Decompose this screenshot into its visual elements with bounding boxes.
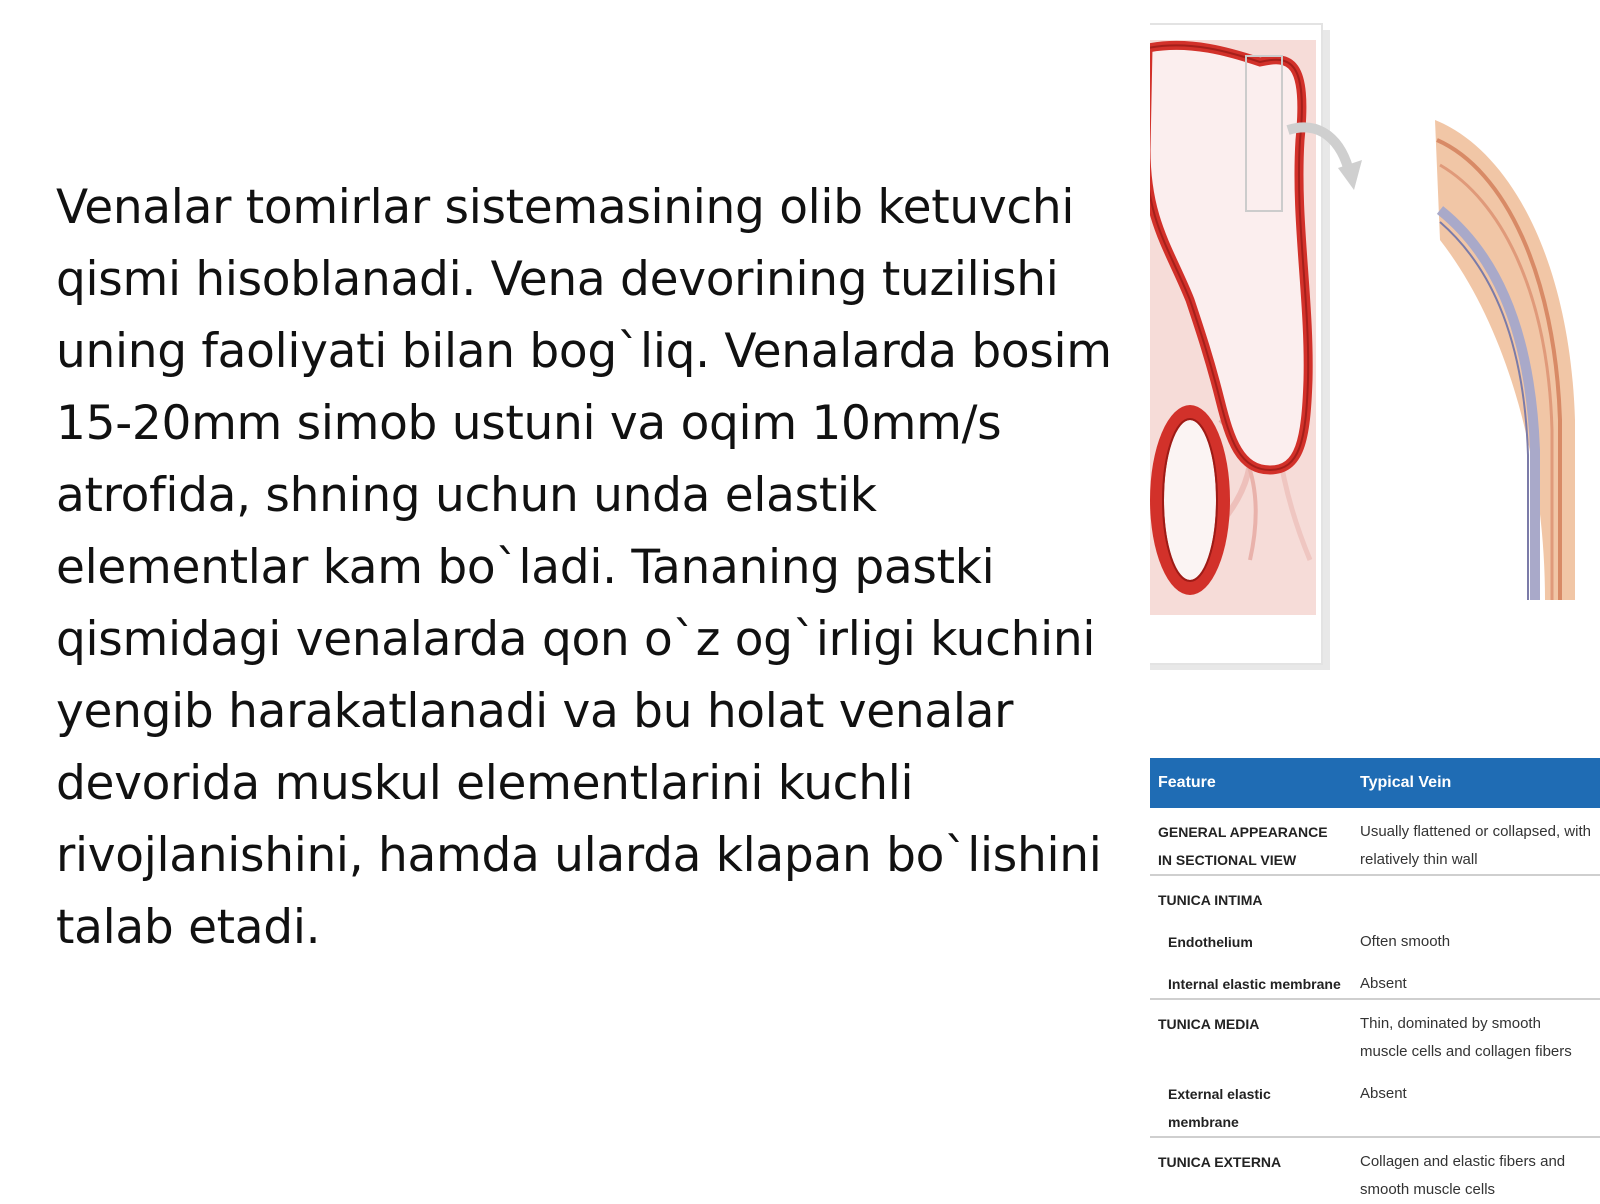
table-cell-value: Collagen and elastic fibers and smooth muscle cells bbox=[1352, 1137, 1600, 1204]
table-cell-value bbox=[1352, 875, 1600, 914]
table-row bbox=[1150, 999, 1600, 1066]
table-cell-value: Absent bbox=[1360, 1085, 1407, 1102]
table-cell-value: Absent bbox=[1360, 975, 1407, 992]
vein-micrograph-figure bbox=[1150, 0, 1600, 730]
table-cell-value: Often smooth bbox=[1360, 933, 1451, 950]
vein-wall-magnified-image bbox=[1435, 120, 1575, 600]
table-cell-feature: Endothelium bbox=[1168, 934, 1253, 950]
table-cell-feature: TUNICA MEDIA bbox=[1150, 999, 1352, 1066]
table-cell-feature: TUNICA INTIMA bbox=[1150, 875, 1352, 914]
table-row bbox=[1150, 1066, 1600, 1137]
table-header-typical-vein: Typical Vein bbox=[1352, 758, 1600, 808]
table-cell-feature: TUNICA EXTERNA bbox=[1150, 1137, 1352, 1204]
vein-features-table bbox=[1150, 758, 1600, 1204]
table-row bbox=[1150, 808, 1600, 875]
body-paragraph: Venalar tomirlar sistemasining olib ketuvchi qismi hisoblanadi. Vena devorining tuzilishi uning faoliyati bilan bog`liq. Venalarda bosim 15-20mm simob ustuni va oqim 10mm/s atrofida, shning uchun unda elastik elementlar kam bo`ladi. Tananing pastki qismidagi venalarda qon o`z og`irligi kuchini yengib harakatlanadi va bu holat venalar devorida muskul elementlarini kuchli rivojlanishini, hamda ularda klapan bo`lishini talab etadi. bbox=[56, 180, 1112, 955]
table-cell-value: Thin, dominated by smooth muscle cells and collagen fibers bbox=[1352, 999, 1600, 1066]
table-row bbox=[1150, 1137, 1600, 1204]
table-cell-value: Usually flattened or collapsed, with relatively thin wall bbox=[1360, 823, 1591, 868]
table-row bbox=[1150, 875, 1600, 914]
table-row bbox=[1150, 914, 1600, 956]
table-header-feature: Feature bbox=[1150, 758, 1352, 808]
table-row bbox=[1150, 956, 1600, 999]
table-cell-feature: Internal elastic membrane bbox=[1168, 976, 1341, 992]
table-cell-feature: External elastic membrane bbox=[1168, 1086, 1271, 1130]
table-cell-feature: GENERAL APPEARANCE IN SECTIONAL VIEW bbox=[1158, 824, 1328, 868]
